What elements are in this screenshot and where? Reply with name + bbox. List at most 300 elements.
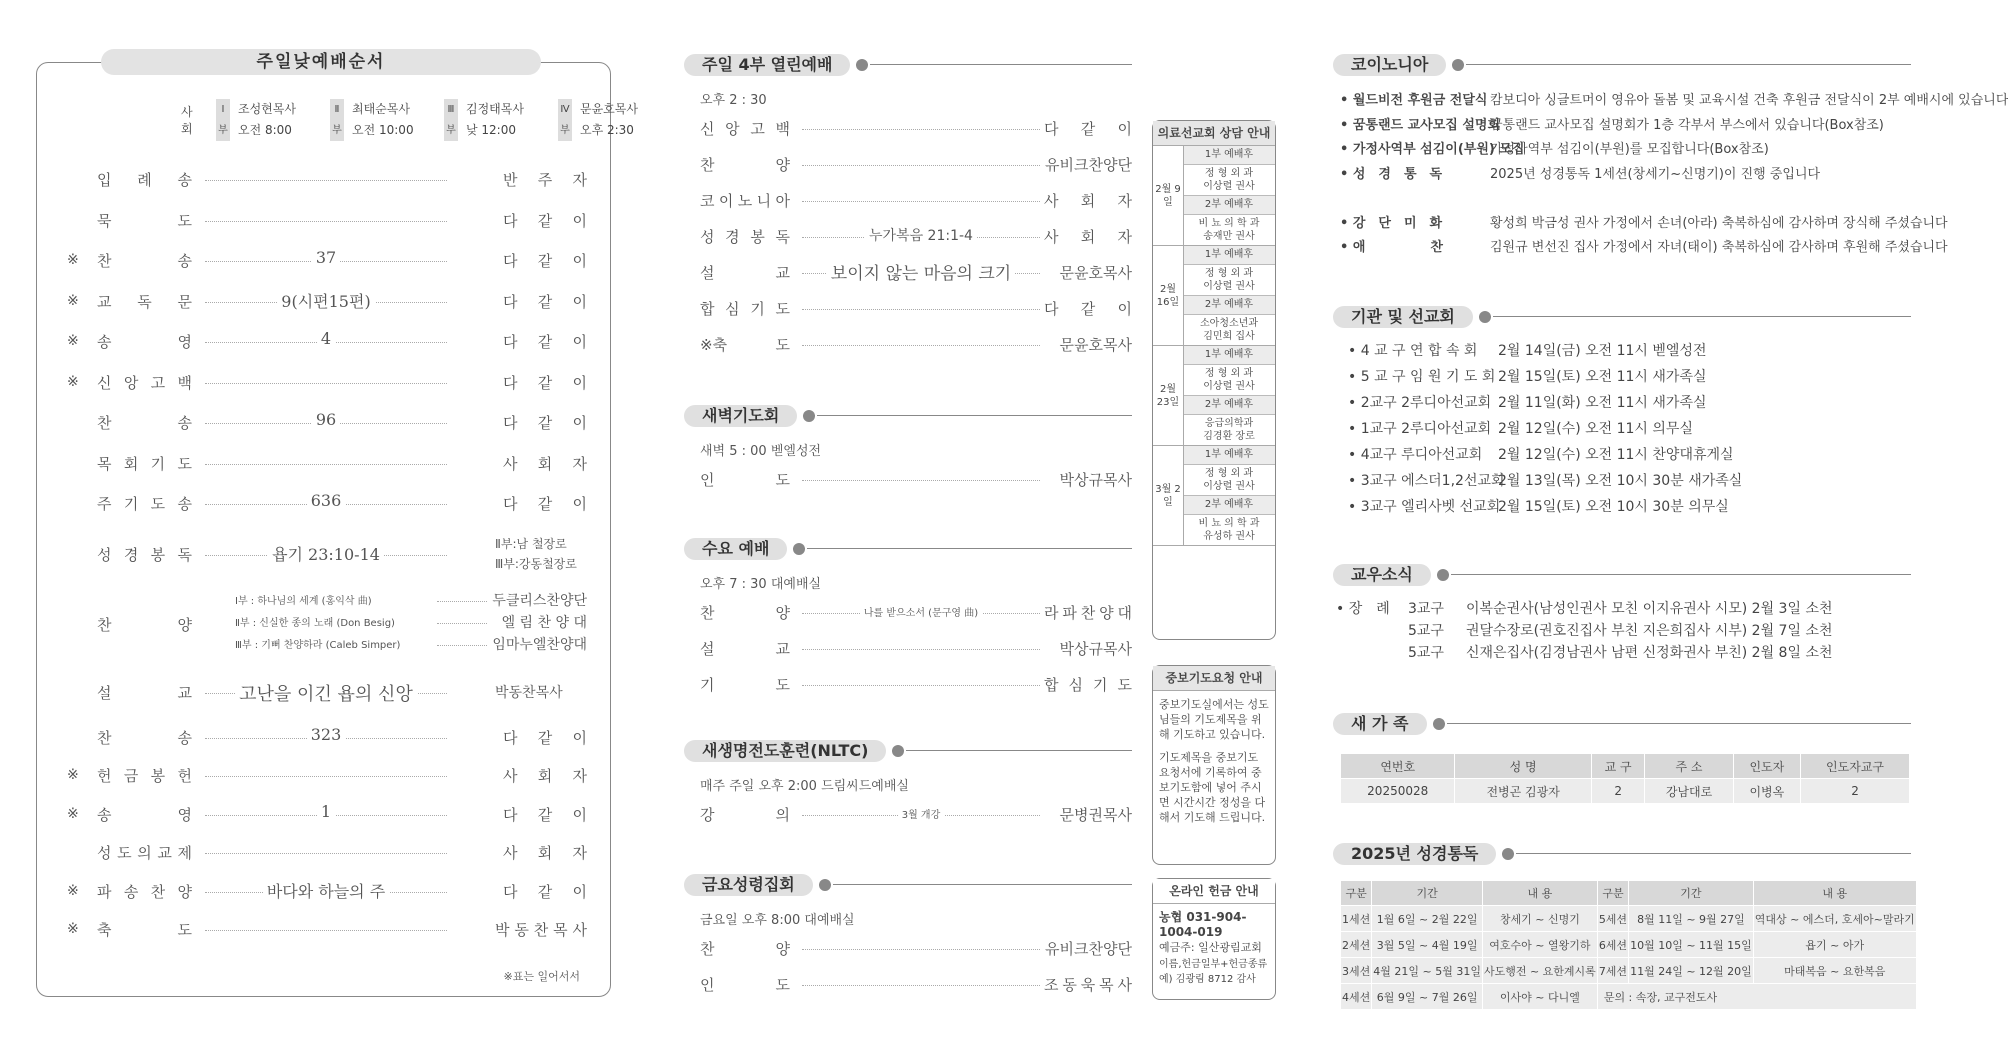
- order-content: [205, 491, 447, 510]
- service-time: 금요일 오후 8:00 대예배실: [700, 913, 855, 928]
- order-row: [700, 602, 1132, 626]
- leader-char: 다: [503, 882, 518, 901]
- online-offering-box: [1152, 878, 1276, 1000]
- order-leader: [503, 331, 587, 352]
- leader-line: [802, 201, 1040, 202]
- label-char: 도: [775, 336, 790, 354]
- order-row: [67, 842, 587, 866]
- label-char: 도: [775, 300, 790, 318]
- leader-char: 다: [503, 373, 518, 392]
- leader-char: 반: [503, 171, 518, 189]
- section-rule: [1466, 64, 1911, 65]
- label-char: 백: [177, 373, 192, 392]
- order-label: [97, 727, 192, 748]
- order-leader: [1044, 262, 1132, 283]
- order-leader: [503, 412, 587, 433]
- koinonia-item: [1340, 89, 2008, 108]
- order-row: [700, 674, 1132, 698]
- koinonia-desc: 황성희 박금성 권사 가정에서 손녀(아라) 축복하심에 감사하며 장식해 주셨습니다: [1490, 215, 1948, 231]
- table-cell: 8월 11일 ~ 9월 27일: [1629, 906, 1754, 932]
- order-label: [700, 938, 790, 959]
- prayer-text-2: 기도제목을 중보기도 요청서에 기록하여 중보기도함에 넣어 주시면 시간시간 정성을 다해서 기도해 드립니다.: [1159, 751, 1266, 824]
- section-wed: [684, 538, 1132, 560]
- koinonia-desc: 가정사역부 섬김이(부원)를 모집합니다(Box참조): [1490, 142, 1769, 157]
- label-char: 합: [700, 300, 715, 318]
- section-rule: [817, 415, 1132, 416]
- consult-date: 2월 16일: [1153, 246, 1184, 345]
- leader-char: 이: [572, 373, 587, 392]
- mission-name: • 2교구 2루디아선교회: [1348, 395, 1492, 411]
- news-district: 5교구: [1408, 623, 1444, 639]
- order-leader: [1044, 804, 1132, 825]
- section-title: 새벽기도회: [684, 405, 797, 427]
- table-cell: 1세션: [1341, 906, 1372, 932]
- leader-char: 심: [1068, 676, 1083, 694]
- prayer-text-1: 중보기도실에서는 성도님들의 기도제목을 위해 기도하고 있습니다.: [1159, 698, 1269, 741]
- officiant-name: 김정태목사: [466, 102, 524, 116]
- label-char: 례: [137, 171, 152, 189]
- leader-char: 같: [537, 252, 553, 270]
- news-item: [1408, 598, 1833, 618]
- section-bullet: [1502, 848, 1514, 860]
- order-row: [700, 298, 1132, 322]
- consult-items: [1183, 446, 1275, 545]
- table-cell: 욥기 ~ 아가: [1753, 932, 1916, 958]
- leader-char: 이: [572, 211, 587, 230]
- order-label: [700, 974, 790, 995]
- leader-char: 사: [503, 844, 518, 862]
- prayer-request-box: [1152, 665, 1276, 865]
- table-header: 주 소: [1645, 754, 1733, 779]
- label-char: 도: [775, 976, 790, 994]
- table-header: 내 용: [1482, 881, 1597, 906]
- order-content: [205, 680, 447, 706]
- service-suffix: 부: [560, 125, 570, 136]
- label-char: 성: [700, 228, 715, 246]
- label-char: 신: [97, 373, 112, 392]
- officiant-group: [330, 99, 450, 141]
- section-nltc: [684, 740, 1132, 762]
- order-label: [700, 602, 790, 623]
- consult-service: 2부 예배후: [1183, 296, 1275, 315]
- standing-mark: ※: [67, 767, 79, 783]
- label-char: 고: [750, 120, 765, 138]
- koinonia-desc: 꿈통랜드 교사모집 설명회가 1층 각부서 부스에서 있습니다(Box참조): [1490, 117, 1884, 133]
- koinonia-item: [1340, 212, 1948, 231]
- leader-char: 파: [1062, 604, 1077, 622]
- content-text: 636: [307, 491, 346, 510]
- leader-char: 이: [572, 414, 587, 432]
- mission-name: • 4교구 루디아선교회: [1348, 447, 1483, 463]
- label-char: 양: [775, 156, 790, 174]
- order-leader: [495, 534, 587, 574]
- label-char: 독: [775, 228, 790, 246]
- online-title: 온라인 헌금 안내: [1153, 879, 1275, 904]
- label-char: 회: [123, 454, 139, 473]
- koinonia-title: • 강 단 미 화: [1340, 215, 1443, 231]
- leader-char: 유비크찬양단: [1045, 940, 1132, 958]
- service-time: 오전 8:00: [238, 123, 292, 137]
- consult-doctor: 비 뇨 의 학 과 송재만 권사: [1198, 218, 1260, 242]
- service-tag: [216, 99, 230, 141]
- order-label: [97, 250, 192, 271]
- order-label: [97, 493, 192, 514]
- order-row: [700, 226, 1132, 250]
- leader-line: [205, 464, 447, 465]
- news-desc: 권달수장로(권호진집사 부친 지은희집사 시부) 2월 7일 소천: [1466, 623, 1833, 639]
- leader-line: [802, 480, 1040, 481]
- news-label: • 장 례: [1336, 601, 1390, 617]
- order-leader: [1044, 638, 1132, 659]
- koinonia-item: [1340, 138, 1769, 157]
- consult-doctor: 응급의학과 김경환 장로: [1203, 418, 1255, 442]
- section-title: 새 가 족: [1333, 713, 1427, 735]
- label-char: 도: [150, 495, 166, 513]
- leader-char: 다: [503, 333, 518, 351]
- content-text: 9(시편15편): [277, 292, 374, 311]
- service-number: Ⅱ: [334, 104, 340, 115]
- consult-items: [1183, 146, 1275, 245]
- section-rule: [870, 64, 1132, 65]
- consult-doctor: 소아청소년과 김민희 집사: [1200, 318, 1258, 342]
- leader-line: [205, 180, 447, 181]
- label-char: 송: [97, 805, 112, 824]
- leader-char: 목: [1099, 976, 1114, 994]
- leader-line: [437, 623, 487, 624]
- label-char: 제: [177, 844, 192, 862]
- officiant-info: [466, 99, 524, 141]
- label-char: 송: [177, 171, 192, 189]
- consult-doctor: 정 형 외 과 이상렬 권사: [1183, 365, 1275, 396]
- leader-char: 박상규목사: [1059, 640, 1132, 658]
- section-title: 새생명전도훈련(NLTC): [684, 740, 886, 762]
- order-row: [67, 801, 587, 828]
- section-rule: [833, 884, 1132, 885]
- label-char: 경: [123, 545, 139, 564]
- order-row: [700, 974, 1132, 998]
- leader-line: [802, 165, 1040, 166]
- order-label: [97, 682, 192, 703]
- leader-char: 자: [572, 767, 587, 785]
- mission-event: [1348, 418, 1693, 438]
- koinonia-item: [1340, 114, 1884, 133]
- order-row: [67, 412, 587, 436]
- table-header: 인도자교구: [1801, 754, 1910, 779]
- order-label: [97, 614, 192, 635]
- leader-char: 사: [1117, 976, 1132, 994]
- label-char: 찬: [700, 156, 715, 174]
- order-content: [802, 259, 1040, 284]
- table-cell: 2세션: [1341, 932, 1372, 958]
- mission-event: [1348, 496, 1729, 516]
- order-leader: [503, 372, 587, 393]
- table-cell: 20250028: [1341, 779, 1455, 804]
- order-label: [97, 919, 192, 940]
- order-row: [700, 469, 1132, 493]
- leader-char: 같: [537, 292, 553, 311]
- order-row: [67, 291, 587, 315]
- officiant-group: [444, 99, 564, 141]
- table-header: 기간: [1629, 881, 1754, 906]
- leader-char: 동: [514, 921, 529, 939]
- label-char: 기: [750, 300, 765, 318]
- section-news: [1333, 564, 1911, 586]
- service-time: 오후 7 : 30 대예배실: [700, 577, 822, 592]
- section-title: 코이노니아: [1333, 54, 1446, 76]
- leader-char: 박: [495, 921, 510, 939]
- table-header: 기간: [1372, 881, 1483, 906]
- koinonia-title: • 애 찬: [1340, 240, 1443, 255]
- label-char: 찬: [97, 615, 112, 634]
- consult-title: 의료선교회 상담 안내: [1153, 121, 1275, 146]
- standing-mark: ※: [67, 921, 79, 937]
- leader-char: 이: [1117, 120, 1132, 138]
- koinonia-desc: 2025년 성경통독 1세션(창세기~신명기)이 진행 중입니다: [1490, 166, 1821, 182]
- order-label: [700, 118, 790, 139]
- mission-event: [1348, 444, 1734, 464]
- order-label: [97, 544, 192, 565]
- service-suffix: 부: [446, 125, 456, 136]
- order-row: [67, 250, 587, 274]
- leader-char: 찬: [533, 921, 549, 939]
- mission-schedule: 2월 12일(수) 오전 11시 찬양대휴게실: [1498, 447, 1734, 463]
- leader-char: 자: [572, 171, 587, 189]
- table-cell: 1월 6일 ~ 2월 22일: [1372, 906, 1483, 932]
- table-cell: 창세기 ~ 신명기: [1482, 906, 1597, 932]
- order-content: [802, 806, 1040, 821]
- content-text: 96: [312, 410, 340, 429]
- consult-doctor: 정 형 외 과 이상렬 권사: [1183, 165, 1275, 196]
- leader-char: 회: [1080, 192, 1096, 210]
- news-item: [1408, 642, 1833, 662]
- label-char: 의: [775, 806, 790, 824]
- leader-char: 이: [1117, 300, 1132, 318]
- consult-service: 1부 예배후: [1183, 146, 1275, 165]
- consult-date-group: [1153, 246, 1275, 346]
- label-char: 영: [177, 333, 192, 351]
- service-time: 오전 10:00: [352, 123, 414, 137]
- service-tag: [558, 99, 572, 141]
- order-leader: [1044, 334, 1132, 355]
- leader-line: [205, 853, 447, 854]
- label-char: 도: [775, 676, 790, 694]
- service-number: Ⅳ: [560, 104, 570, 115]
- content-text: 323: [307, 725, 346, 744]
- leader-char: 목: [553, 921, 568, 939]
- leader-line: [205, 383, 447, 384]
- order-content: [205, 410, 447, 429]
- standing-mark: ※: [67, 252, 79, 268]
- order-label: [700, 638, 790, 659]
- label-char: 성: [97, 545, 112, 564]
- label-char: 백: [775, 120, 790, 138]
- section-rule: [1516, 853, 1911, 854]
- content-text: 고난을 이긴 욥의 신앙: [235, 684, 417, 705]
- standing-mark: ※: [67, 373, 79, 390]
- consult-items: [1183, 246, 1275, 345]
- table-row: [1341, 958, 1917, 984]
- leader-char: 다: [503, 252, 518, 270]
- order-leader: [503, 804, 587, 825]
- label-char: 도: [775, 471, 790, 489]
- order-leader: [1044, 938, 1132, 959]
- section-title: 교우소식: [1333, 564, 1431, 586]
- order-label: [700, 334, 790, 355]
- label-char: 봉: [750, 228, 765, 246]
- consult-service: 1부 예배후: [1183, 246, 1275, 265]
- officiant-info: [352, 99, 414, 141]
- leader-char: 같: [537, 728, 553, 747]
- order-leader: [503, 493, 587, 514]
- leader-char: 사: [572, 921, 587, 939]
- order-label: [97, 881, 192, 902]
- label-char: 고: [150, 373, 166, 392]
- service-time: 오후 2 : 30: [700, 93, 767, 108]
- order-row: [67, 919, 587, 943]
- leader-char: 같: [537, 495, 553, 513]
- leader-char: 회: [537, 844, 553, 862]
- consult-date: 2월 9일: [1153, 146, 1184, 245]
- mission-event: [1348, 392, 1707, 412]
- label-char: 설: [700, 640, 715, 658]
- leader-char: 같: [537, 373, 553, 392]
- order-leader: [1044, 469, 1132, 490]
- table-cell: 이사야 ~ 다니엘: [1482, 984, 1597, 1010]
- reader-2: Ⅱ부:남 철장로: [495, 536, 567, 551]
- leader-char: 회: [537, 767, 553, 785]
- leader-char: 유비크찬양단: [1045, 156, 1132, 174]
- label-char: 기: [150, 454, 166, 473]
- officiant-label: 사회: [181, 105, 193, 136]
- mission-schedule: 2월 11일(화) 오전 11시 새가족실: [1498, 395, 1707, 411]
- label-char: 문: [177, 292, 192, 311]
- leader-char: 라: [1044, 604, 1059, 622]
- label-char: 양: [775, 940, 790, 958]
- account-number: 농협 031-904-1004-019: [1159, 910, 1247, 939]
- label-char: 봉: [150, 545, 166, 564]
- order-row: [700, 118, 1132, 142]
- label-char: 금: [123, 767, 139, 785]
- table-row: [1341, 906, 1917, 932]
- leader-char: 자: [1117, 228, 1132, 246]
- table-cell: 5세션: [1597, 906, 1628, 932]
- label-char: 양: [177, 615, 192, 634]
- section-bullet: [1437, 569, 1449, 581]
- leader-char: 사: [503, 454, 518, 473]
- order-label: [97, 372, 192, 393]
- table-cell: 2: [1801, 779, 1910, 804]
- consult-items: [1183, 346, 1275, 445]
- order-leader: [503, 453, 587, 474]
- leader-line: [437, 645, 487, 646]
- leader-char: 문윤호목사: [1059, 264, 1132, 282]
- table-cell: 3월 5일 ~ 4월 19일: [1372, 932, 1483, 958]
- table-cell: 마태복음 ~ 요한복음: [1753, 958, 1916, 984]
- label-char: 파: [97, 882, 112, 901]
- leader-char: 같: [537, 882, 553, 901]
- order-leader: [503, 881, 587, 902]
- leader-char: 이: [572, 728, 587, 747]
- leader-char: 다: [503, 805, 518, 824]
- consult-date-group: [1153, 346, 1275, 446]
- label-char: 성: [97, 844, 112, 862]
- mission-name: • 3교구 에스더1,2선교회: [1348, 473, 1505, 489]
- leader-char: 합: [1044, 676, 1059, 694]
- label-char: 이: [718, 192, 734, 210]
- order-content: [205, 289, 447, 312]
- order-row: [700, 154, 1132, 178]
- order-leader: [503, 765, 587, 786]
- label-char: 니: [756, 192, 772, 210]
- table-cell: 전병곤 김광자: [1455, 779, 1591, 804]
- section-s4: [684, 54, 1132, 76]
- section-title: 주일 4부 열린예배: [684, 54, 850, 76]
- label-char: 양: [177, 882, 192, 901]
- table-cell: 강남대로: [1645, 779, 1733, 804]
- leader-char: 사: [503, 767, 518, 785]
- leader-char: 다: [503, 211, 518, 230]
- service-tag: [444, 99, 458, 141]
- label-char: 양: [775, 604, 790, 622]
- order-content: [205, 329, 447, 348]
- leader-line: [802, 949, 1040, 950]
- section-title: 금요성령집회: [684, 874, 813, 896]
- label-char: 기: [123, 495, 139, 513]
- leader-char: 이: [572, 333, 587, 351]
- label-char: 심: [725, 300, 740, 318]
- officiant-group: [558, 99, 678, 141]
- leader-line: [802, 129, 1040, 130]
- label-char: 송: [177, 495, 192, 513]
- leader-char: 자: [1117, 192, 1132, 210]
- section-rule: [906, 750, 1132, 751]
- leader-char: 같: [537, 211, 553, 230]
- order-label: [700, 226, 790, 247]
- label-char: 찬: [700, 604, 715, 622]
- order-label: [700, 804, 790, 825]
- label-char: 도: [177, 921, 192, 939]
- leader-char: 다: [1044, 300, 1059, 318]
- leader-char: 조: [1044, 976, 1059, 994]
- mission-event: [1348, 340, 1707, 360]
- koinonia-title: • 성 경 통 독: [1340, 166, 1443, 182]
- leader-char: 이: [572, 495, 587, 513]
- table-row: [1341, 779, 1910, 804]
- order-leader: [1044, 298, 1132, 319]
- order-content: [205, 542, 447, 565]
- standing-mark: ※: [67, 292, 79, 309]
- mission-name: • 3교구 엘리사벳 선교회: [1348, 499, 1501, 515]
- table-cell: 여호수아 ~ 열왕기하: [1482, 932, 1597, 958]
- leader-line: [205, 930, 447, 931]
- mission-name: • 1교구 2루디아선교회: [1348, 421, 1492, 437]
- label-char: 앙: [123, 373, 139, 392]
- service-number: Ⅰ: [221, 104, 225, 115]
- consult-doctor: 정 형 외 과 이상렬 권사: [1183, 465, 1275, 496]
- new-family-table: [1340, 753, 1910, 804]
- order-content: [802, 604, 1040, 619]
- section-bullet: [856, 59, 868, 71]
- order-content: [205, 879, 447, 902]
- officiant-info: [238, 99, 296, 141]
- order-row: [67, 536, 587, 571]
- leader-line: [802, 649, 1040, 650]
- service-time: 새벽 5 : 00 벧엘성전: [700, 444, 822, 459]
- order-label: [700, 674, 790, 695]
- label-char: 독: [137, 292, 152, 311]
- label-char: 독: [177, 545, 192, 564]
- order-row: [67, 372, 587, 396]
